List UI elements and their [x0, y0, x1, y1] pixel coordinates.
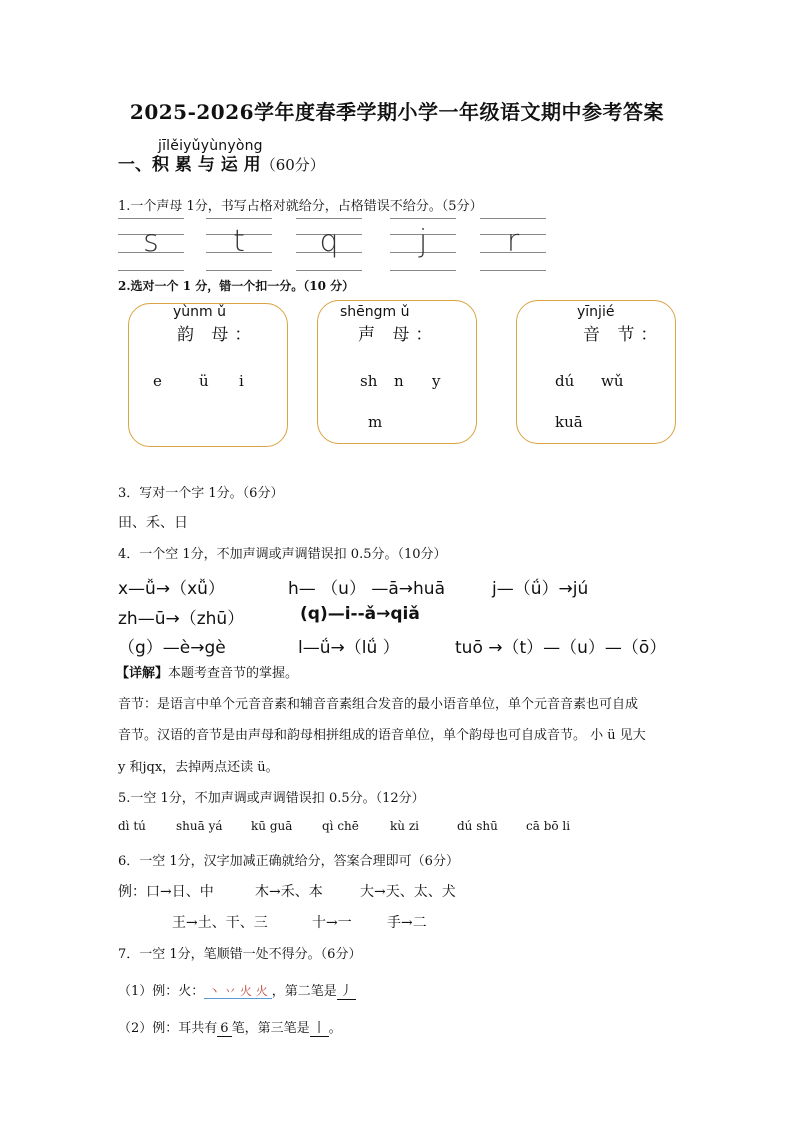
page-title: 2025-2026学年度春季学期小学一年级语文期中参考答案: [129, 100, 665, 124]
q4-item: zh—ū→（zhū）: [118, 609, 245, 629]
q4-detail: [116, 662, 298, 681]
q1-text: 1.一个声母 1分，书写占格对就给分，占格错误不给分。（5分）: [118, 199, 483, 214]
q6-item: 王→土、干、三: [172, 915, 268, 931]
ex1-prefix: （1）例：火：: [118, 984, 205, 999]
ex2-stroke: 丨: [310, 1021, 329, 1037]
q6-text: 6．一空 1分，汉字加减正确就给分，答案合理即可（6分）: [118, 854, 459, 869]
q4-item: l—ǘ→（lǘ ）: [298, 638, 400, 658]
ex2-prefix: （2）例：耳共有: [118, 1021, 218, 1036]
q5-word: cā bō li: [526, 819, 571, 833]
box-item: y: [432, 372, 441, 390]
box-ruby: yùnm ǔ: [173, 304, 226, 320]
detail-text: 本题考查音节的掌握。: [168, 666, 299, 681]
box-item: e: [153, 372, 162, 390]
q5-word: kù zi: [390, 819, 419, 833]
answer-box-initials: [317, 300, 477, 444]
box-item: m: [368, 413, 383, 431]
q5-word: dì tú: [118, 819, 146, 833]
grid-letter: r: [506, 224, 520, 259]
q4-item: h— （u） —ā→huā: [288, 579, 445, 599]
grid-letter: t: [233, 224, 245, 259]
section1-heading-ruby: jīlěiyǔyùnyòng: [158, 138, 263, 154]
q4-item: x—ǚ→（xǚ）: [118, 579, 225, 599]
writing-grid-5: [480, 218, 546, 272]
q6-item: 例：口→日、中: [118, 884, 214, 900]
box-ruby: yīnjié: [577, 304, 615, 320]
ex2-count: 6: [217, 1021, 231, 1037]
q5-word: qì chē: [322, 819, 359, 833]
ex2-end: 。: [328, 1021, 342, 1036]
answer-box-finals: [128, 303, 288, 447]
q4-item: （g）—è→gè: [118, 638, 226, 658]
q4-paragraph-line: y 和jqx，去掉两点还读 ü。: [118, 760, 279, 775]
box-item: n: [394, 372, 404, 390]
box-item: sh: [360, 372, 378, 390]
box-item: i: [239, 372, 244, 390]
q5-word: kū guā: [251, 819, 293, 833]
box-heading: 音 节：: [583, 325, 664, 345]
q4-item: tuō →（t）—（u）—（ō）: [455, 638, 667, 658]
answer-box-syllables: [516, 300, 676, 444]
box-item: kuā: [555, 413, 583, 431]
q7-example-1: [118, 980, 356, 999]
grid-letter: s: [143, 224, 159, 259]
ex1-suffix: ，第二笔是: [271, 984, 337, 999]
writing-grid-4: [390, 218, 456, 272]
q4-paragraph-line: 音节：是语言中单个元音音素和辅音音素组合发音的最小语音单位，单个元音音素也可自成: [118, 697, 639, 712]
q5-word: shuā yá: [176, 819, 223, 833]
q7-text: 7．一空 1分，笔顺错一处不得分。（6分）: [118, 947, 362, 962]
q2-text: 2.选对一个 1 分，错一个扣一分。（10 分）: [118, 279, 355, 293]
ex2-mid: 笔，第三笔是: [231, 1021, 310, 1036]
box-item: wǔ: [601, 372, 624, 390]
box-item: ü: [199, 372, 209, 390]
q3-text: 3．写对一个字 1分。（6分）: [118, 486, 284, 501]
box-heading: 声 母：: [358, 325, 439, 345]
q4-paragraph-line: 音节。汉语的音节是由声母和韵母相拼组成的语音单位，单个韵母也可自成音节。 小 ü 见大: [118, 728, 646, 743]
box-heading: 韵 母：: [177, 325, 258, 345]
section1-heading: [118, 150, 325, 175]
section1-prefix: 一、: [118, 155, 152, 175]
grid-letter: q: [319, 224, 339, 259]
q4-text: 4．一个空 1分，不加声调或声调错误扣 0.5分。（10分）: [118, 547, 447, 562]
ex1-stroke-order: 丶 丷 火 火: [204, 984, 271, 999]
q6-item: 十→一: [312, 915, 352, 931]
ex1-stroke: 丿: [337, 984, 356, 1000]
writing-grid-1: [118, 218, 184, 272]
section1-chars: 积 累 与 运 用: [152, 155, 261, 175]
q5-text: 5.一空 1分，不加声调或声调错误扣 0.5分。（12分）: [118, 791, 425, 806]
q6-item: 大→天、太、犬: [360, 884, 456, 900]
q6-item: 木→禾、本: [255, 884, 323, 900]
box-item: dú: [555, 372, 575, 390]
detail-label: 【详解】: [116, 666, 169, 681]
box-ruby: shēngm ǔ: [340, 304, 410, 320]
q4-item: (q)—i--ǎ→qiǎ: [300, 604, 420, 624]
writing-grid-2: [206, 218, 272, 272]
section1-score: （60分）: [260, 156, 325, 174]
q4-item: j—（ǘ）→jú: [492, 579, 589, 599]
q7-example-2: [118, 1017, 342, 1036]
q6-item: 手→二: [387, 915, 427, 931]
q3-answer: 田、禾、日: [118, 515, 188, 531]
grid-letter: j: [418, 224, 428, 259]
q5-word: dú shū: [457, 819, 498, 833]
writing-grid-3: [296, 218, 362, 272]
